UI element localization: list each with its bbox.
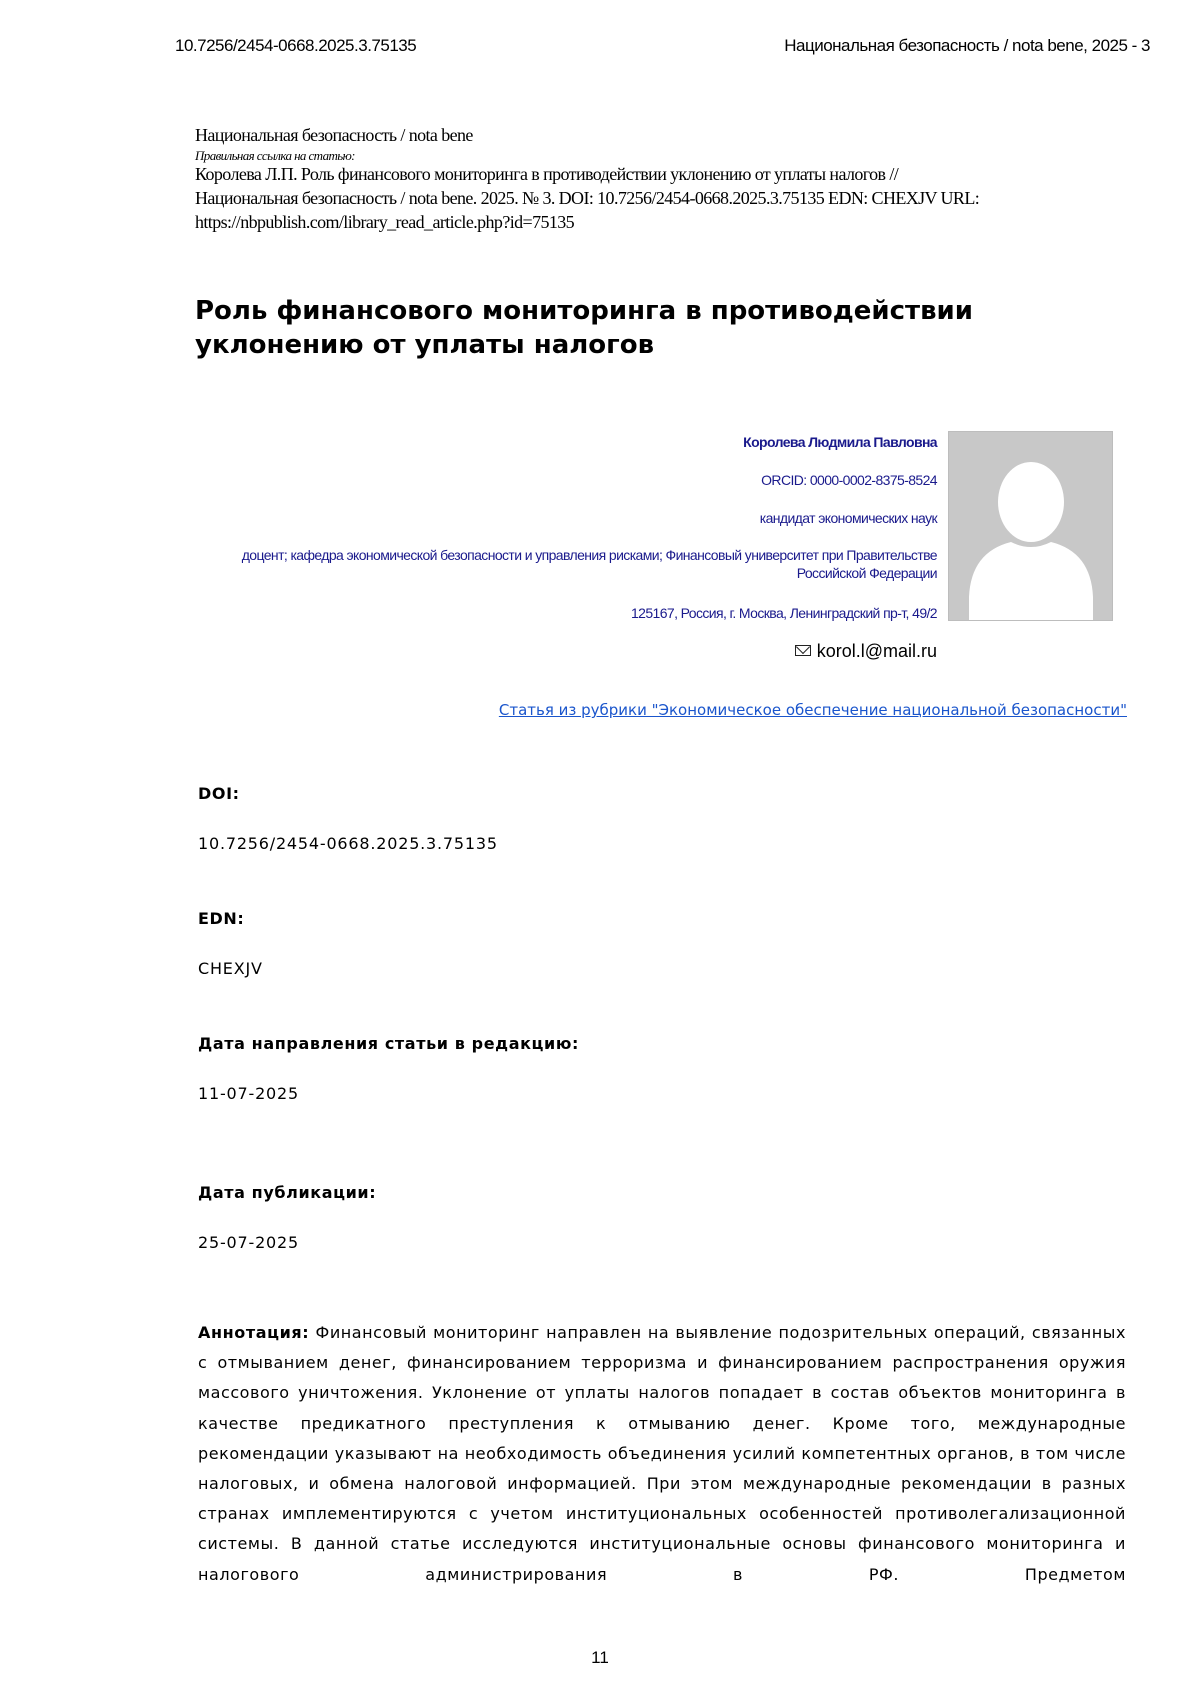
citation-line-1: Королева Л.П. Роль финансового мониторинга в противодействии уклонению от уплаты налогов // [195, 164, 899, 185]
article-title: Роль финансового мониторинга в противодействии уклонению от уплаты налогов [195, 296, 973, 360]
published-value: 25-07-2025 [198, 1233, 299, 1252]
doi-section [198, 784, 498, 853]
author-avatar-placeholder [948, 431, 1113, 621]
abstract-text: Финансовый мониторинг направлен на выявление подозрительных операций, связанных с отмыванием денег, финансированием терроризма и финансированием распространения оружия массового уничтожения. Уклонение от уплаты налогов попадает в состав объектов мониторинга в качестве предикатного преступления к отмыванию денег. Кроме того, международные рекомендации указывают на необходимость объединения усилий компетентных органов, в том числе налоговых, и обмена налоговой информацией. При этом международные рекомендации в разных странах имплементируются с учетом институциональных особенностей противолегализационной системы. В данной статье исследуются институциональные основы финансового мониторинга и налогового администрирования в РФ. Предметом [198, 1323, 1126, 1584]
citation-line-3: https://nbpublish.com/library_read_article.php?id=75135 [195, 211, 575, 232]
submitted-label: Дата направления статьи в редакцию: [198, 1034, 579, 1053]
rubric-link[interactable]: Статья из рубрики "Экономическое обеспечение национальной безопасности" [498, 701, 1127, 719]
author-address: 125167, Россия, г. Москва, Ленинградский пр-т, 49/2 [630, 605, 937, 621]
citation-journal: Национальная безопасность / nota bene [195, 125, 473, 145]
header-doi: 10.7256/2454-0668.2025.3.75135 [175, 36, 417, 55]
page-number: 11 [591, 1648, 609, 1667]
author-degree: кандидат экономических наук [759, 510, 937, 526]
edn-value: CHEXJV [198, 959, 263, 978]
envelope-icon [795, 645, 811, 656]
abstract-label: Аннотация: [198, 1323, 310, 1342]
submitted-section [198, 1034, 579, 1103]
citation-line-2: Национальная безопасность / nota bene. 2025. № 3. DOI: 10.7256/2454-0668.2025.3.75135 EDN: CHEXJV URL: [195, 188, 980, 209]
published-section [198, 1183, 377, 1252]
submitted-value: 11-07-2025 [198, 1084, 299, 1103]
author-name: Королева Людмила Павловна [743, 434, 937, 450]
abstract [198, 1318, 1126, 1590]
author-email[interactable]: korol.l@mail.ru [816, 641, 937, 661]
author-affiliation: доцент; кафедра экономической безопасности и управления рисками; Финансовый университет при Правительстве Российской Федерации [241, 547, 937, 581]
published-label: Дата публикации: [198, 1183, 377, 1202]
person-silhouette-icon [949, 432, 1112, 620]
citation-block [195, 124, 1125, 235]
edn-section [198, 909, 263, 978]
author-email-row[interactable] [795, 641, 937, 662]
edn-label: EDN: [198, 909, 245, 928]
doi-label: DOI: [198, 784, 240, 803]
doi-value: 10.7256/2454-0668.2025.3.75135 [198, 834, 498, 853]
author-orcid: ORCID: 0000-0002-8375-8524 [761, 472, 937, 488]
citation-label: Правильная ссылка на статью: [195, 147, 355, 163]
header-journal-issue: Национальная безопасность / nota bene, 2025 - 3 [784, 36, 1150, 55]
